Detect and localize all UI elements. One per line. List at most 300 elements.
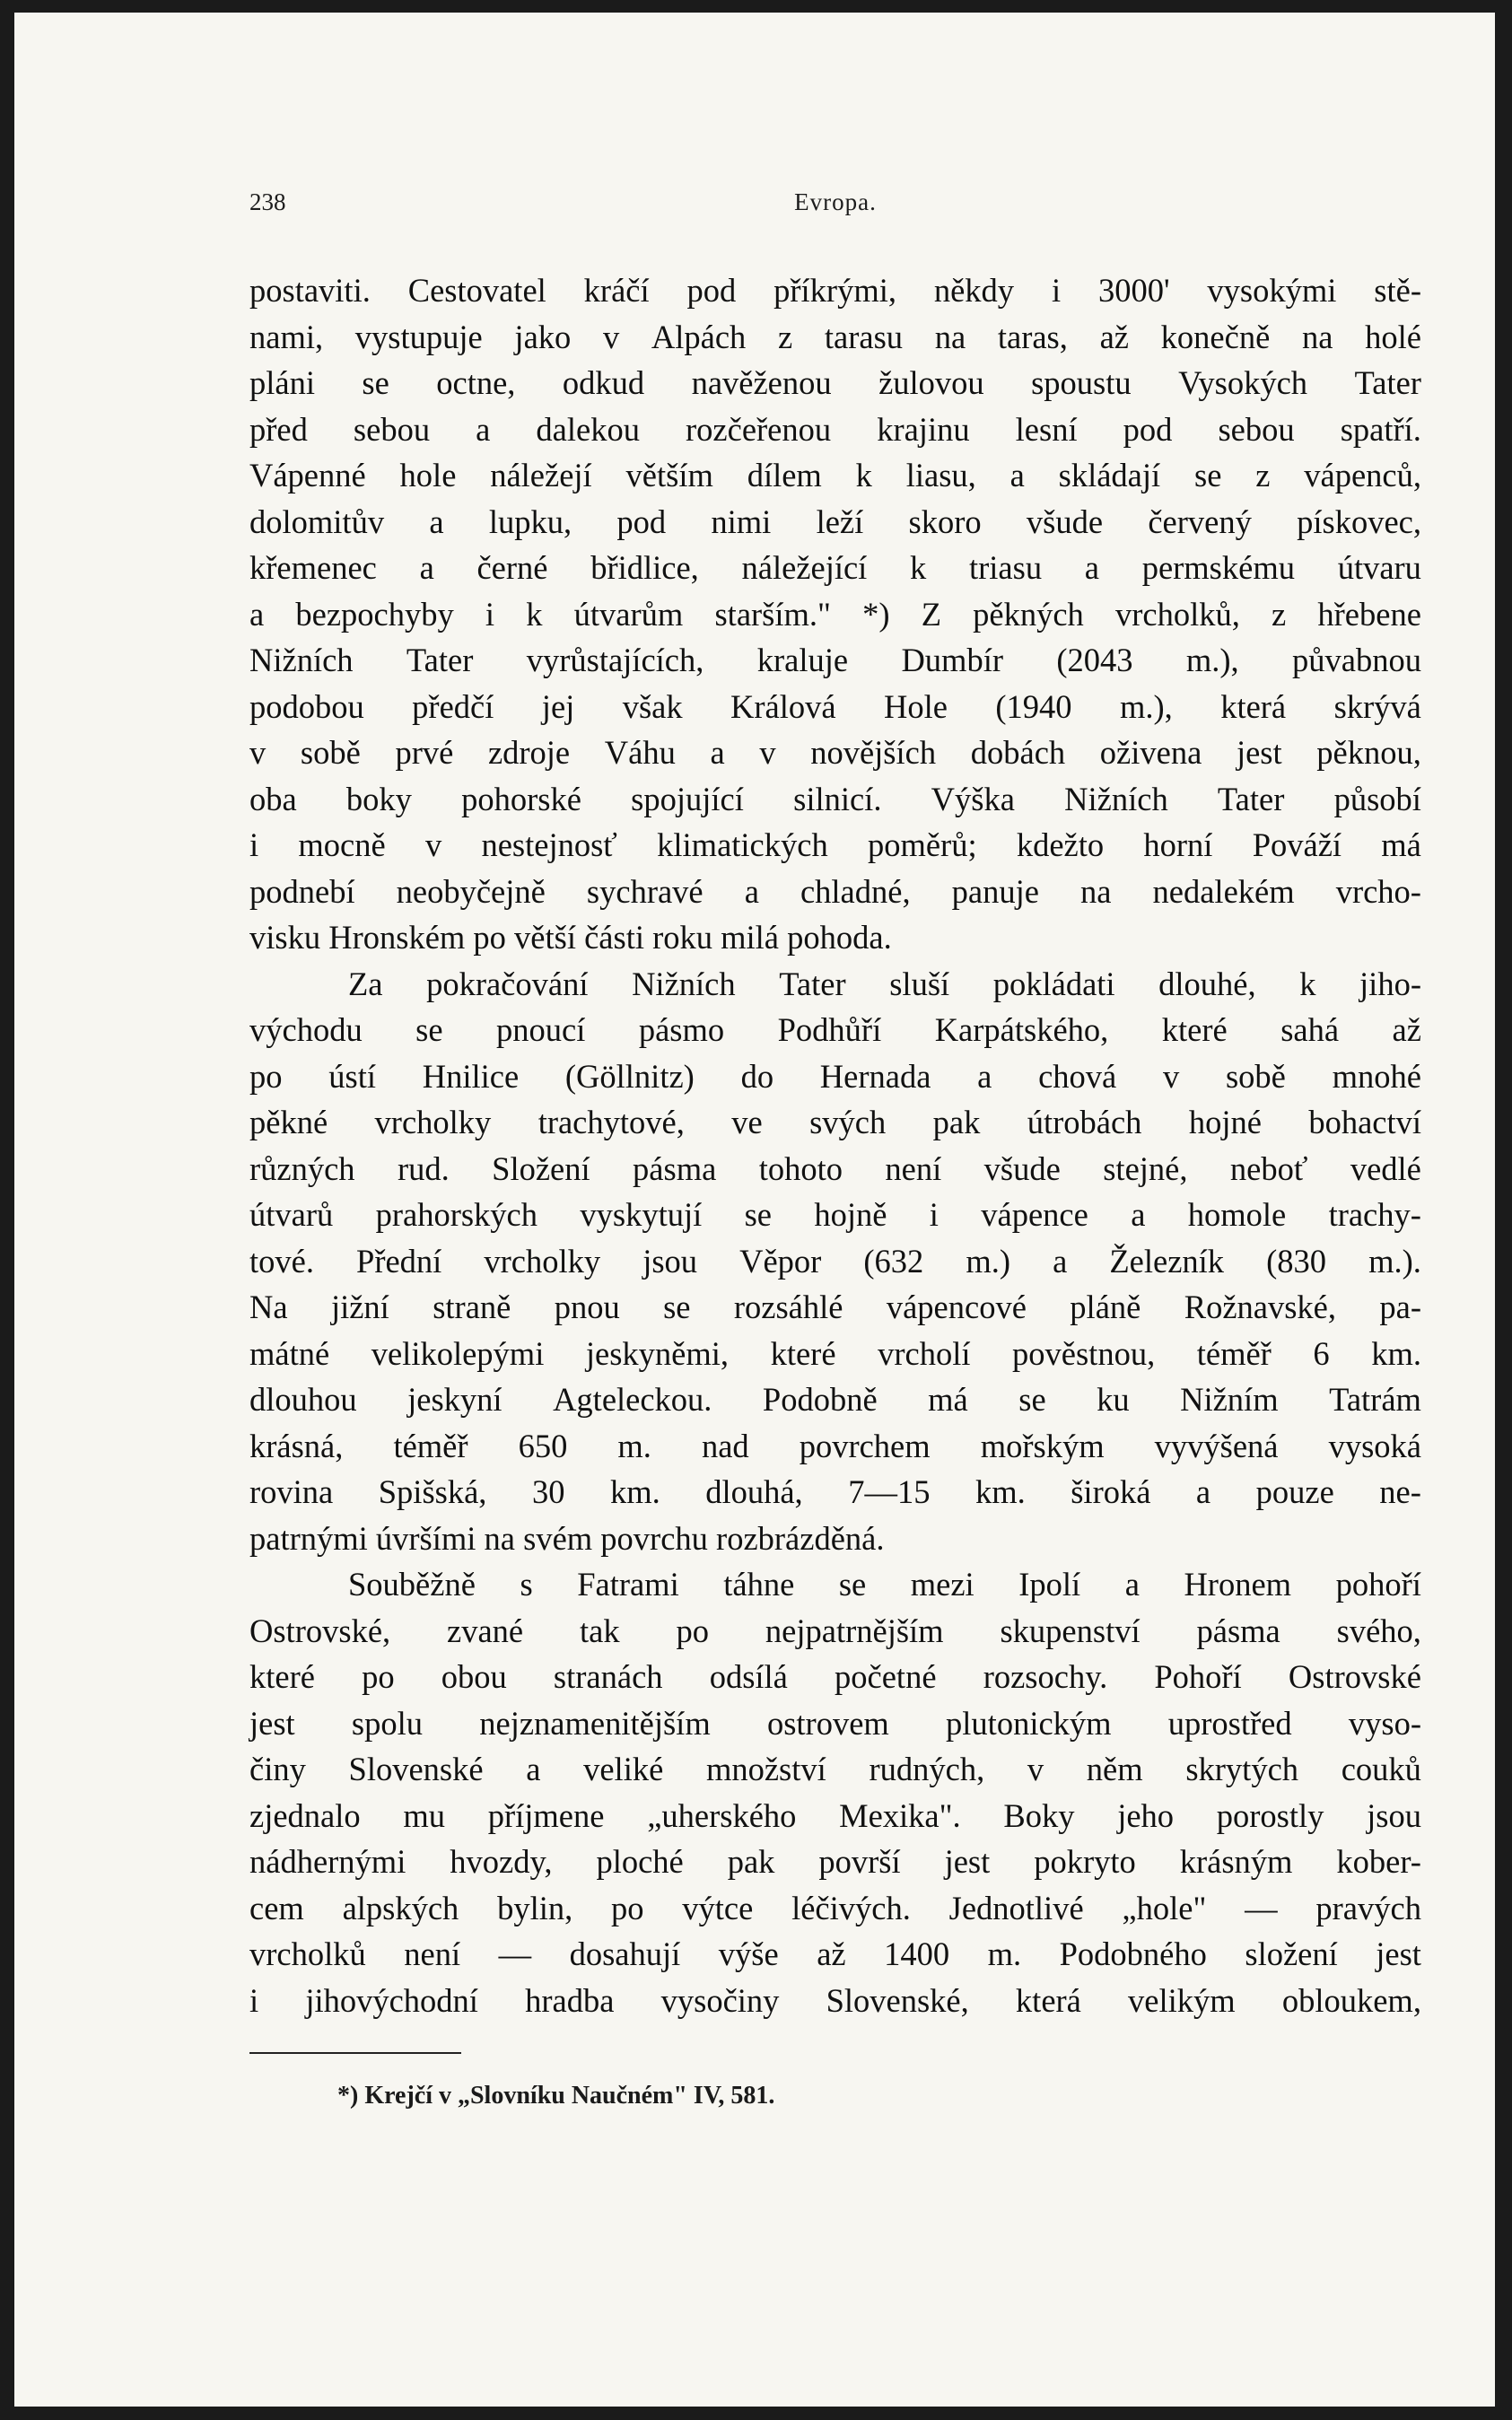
word: jest	[1236, 734, 1282, 771]
word: vápenců,	[1304, 457, 1421, 494]
word: dlouhá,	[705, 1473, 803, 1510]
word: Pohoří	[1154, 1658, 1242, 1695]
book-page	[14, 13, 1495, 2407]
word: vyso-	[1348, 1704, 1421, 1742]
word: a	[1124, 1566, 1140, 1603]
word: porostly	[1216, 1796, 1324, 1834]
word: vysočiny	[660, 1981, 780, 2019]
word: jej	[541, 687, 575, 725]
word: východu	[249, 1011, 363, 1048]
word: jsou	[642, 1242, 698, 1280]
word: obou	[441, 1658, 507, 1695]
word: výtce	[682, 1889, 754, 1926]
word: Ipolí	[1018, 1566, 1081, 1603]
text-line	[249, 1793, 1421, 1839]
word: mocně	[298, 826, 386, 863]
word: široká	[1071, 1473, 1151, 1510]
word: Fatrami	[577, 1566, 679, 1603]
word: površí	[818, 1843, 901, 1880]
word: léčivých.	[791, 1889, 911, 1926]
word: rozsáhlé	[733, 1289, 843, 1325]
text-line	[249, 1931, 1421, 1978]
word: sobě	[1225, 1057, 1286, 1095]
word: mezi	[910, 1566, 974, 1603]
word: po	[676, 1612, 710, 1649]
word: a	[476, 410, 491, 448]
word: útrobách	[1027, 1104, 1142, 1140]
word: hojné	[1188, 1104, 1262, 1140]
word: jest	[1376, 1935, 1421, 1972]
word: m.),	[1119, 687, 1173, 725]
word: oživena	[1099, 734, 1202, 771]
word: 7—15	[848, 1473, 931, 1510]
word: prvé	[395, 734, 454, 771]
word: oba	[249, 780, 297, 817]
word: krásným	[1179, 1843, 1293, 1880]
word: skupenství	[1000, 1612, 1141, 1649]
word: vyskytují	[580, 1196, 703, 1233]
word: alpských	[342, 1889, 459, 1926]
word: dalekou	[536, 410, 640, 448]
word: všude	[983, 1149, 1061, 1187]
word: poměrů;	[867, 826, 977, 863]
word: povrchem	[799, 1427, 931, 1464]
body-text	[249, 267, 1421, 2023]
word: a	[1195, 1473, 1211, 1510]
word: jeskyněmi,	[585, 1334, 730, 1372]
word: jsou	[1367, 1796, 1421, 1834]
word: jest	[944, 1843, 991, 1880]
word: činy	[249, 1751, 306, 1787]
word: Tater	[1217, 780, 1285, 817]
word: na	[1301, 318, 1333, 355]
text-line	[249, 406, 1421, 453]
text-line	[249, 1284, 1421, 1331]
word: pískovec,	[1297, 502, 1421, 540]
word: před	[249, 410, 308, 448]
word: (1940	[995, 687, 1072, 725]
word: podobou	[249, 687, 364, 725]
text-line	[249, 1099, 1421, 1146]
word: se	[415, 1011, 443, 1048]
word: vrcholků,	[1114, 595, 1240, 633]
word: pohorské	[461, 780, 581, 817]
word: až	[1099, 318, 1129, 355]
word: v	[1027, 1751, 1044, 1787]
word: bohactví	[1308, 1104, 1421, 1140]
word: výše	[718, 1935, 779, 1972]
word: pověstnou,	[1012, 1334, 1156, 1372]
word: se	[1194, 457, 1222, 494]
word: 3000'	[1097, 272, 1170, 309]
text-line	[249, 591, 1421, 638]
word: chová	[1038, 1057, 1117, 1095]
word: Vápenné	[249, 457, 366, 494]
word: nestejnosť	[481, 826, 617, 863]
word: i	[249, 1981, 259, 2019]
word: a	[419, 549, 434, 586]
word: Váhu	[604, 734, 676, 771]
text-line: visku Hronském po větší části roku milá pohoda.	[249, 919, 892, 956]
word: vápencové	[886, 1289, 1027, 1325]
word: m.)	[966, 1242, 1011, 1280]
word: vrcholí	[878, 1334, 971, 1372]
word: jižní	[330, 1289, 389, 1325]
word: konečně	[1160, 318, 1271, 355]
word: Nižních	[632, 965, 736, 1002]
word: vrcholky	[374, 1104, 492, 1140]
word: panuje	[951, 872, 1039, 910]
word: a	[1053, 1242, 1068, 1280]
word: sychravé	[586, 872, 704, 910]
word: trachytové,	[538, 1104, 685, 1140]
word: vrcho-	[1335, 872, 1421, 910]
text-line	[249, 1839, 1421, 1885]
word: zjednalo	[249, 1796, 361, 1834]
word: m.	[987, 1935, 1022, 1972]
word: jeho	[1117, 1796, 1175, 1834]
word: které	[770, 1334, 836, 1372]
word: Jednotlivé	[948, 1889, 1084, 1926]
text-line	[249, 1885, 1421, 1932]
word: tarasu	[824, 318, 904, 355]
word: náležející	[741, 549, 868, 586]
word: permskému	[1141, 549, 1295, 586]
word: mnohé	[1332, 1057, 1421, 1095]
word: podnebí	[249, 872, 355, 910]
word: dílem	[747, 457, 822, 494]
text-line	[249, 1608, 1421, 1655]
word: leží	[816, 502, 864, 540]
word: ku	[1097, 1381, 1130, 1418]
word: se	[663, 1289, 691, 1325]
word: pásma	[633, 1149, 717, 1187]
word: pouze	[1255, 1473, 1334, 1510]
word: dosahují	[569, 1935, 681, 1972]
word: pláně	[1070, 1289, 1141, 1325]
word: do	[740, 1057, 774, 1095]
word: —	[1245, 1889, 1278, 1926]
word: Agteleckou.	[553, 1381, 712, 1418]
word: stranách	[553, 1658, 663, 1695]
text-line	[249, 1146, 1421, 1193]
word: Hnilice	[422, 1057, 520, 1095]
word: v	[1162, 1057, 1180, 1095]
text-line	[249, 267, 1421, 314]
word: rozsochy.	[983, 1658, 1108, 1695]
word: Ostrovské	[1288, 1658, 1421, 1695]
word: Hernada	[819, 1057, 931, 1095]
word: a	[1084, 549, 1099, 586]
text-line	[249, 869, 1421, 915]
word: Za	[348, 965, 383, 1002]
word: veliké	[583, 1751, 664, 1787]
word: jihovýchodní	[305, 1981, 478, 2019]
word: skládají	[1058, 457, 1161, 494]
word: se	[1018, 1381, 1046, 1418]
word: příjmene	[487, 1796, 605, 1834]
word: se	[744, 1196, 772, 1233]
word: ne-	[1379, 1473, 1421, 1510]
word: Karpátského,	[934, 1011, 1109, 1048]
word: nami,	[249, 318, 324, 355]
word: „hole"	[1122, 1889, 1207, 1926]
text-line	[249, 1561, 1421, 1608]
word: odkud	[562, 364, 645, 401]
word: Slovenské,	[826, 1981, 969, 2019]
word: stejné,	[1103, 1149, 1188, 1187]
word: mu	[403, 1796, 446, 1834]
word: klimatických	[657, 826, 828, 863]
word: Nižních	[249, 642, 354, 678]
word: i	[1051, 272, 1062, 309]
word: v	[602, 318, 620, 355]
word: kraluje	[756, 642, 849, 678]
word: sebou	[353, 410, 431, 448]
word: pravých	[1315, 1889, 1421, 1926]
text-line	[249, 1423, 1421, 1470]
word: starším."	[714, 595, 831, 633]
word: m.),	[1185, 642, 1239, 678]
word: téměř	[1196, 1334, 1272, 1372]
text-line	[249, 1007, 1421, 1053]
word: spojující	[631, 780, 744, 817]
word: horní	[1143, 826, 1213, 863]
word: náležejí	[490, 457, 592, 494]
word: Spišská,	[378, 1473, 487, 1510]
text-line	[249, 961, 1421, 1008]
text-line	[249, 1192, 1421, 1238]
word: až	[1392, 1011, 1421, 1048]
word: červený	[1148, 502, 1252, 540]
word: mátné	[249, 1334, 330, 1372]
word: na	[1080, 872, 1112, 910]
word: Ostrovské,	[249, 1612, 391, 1649]
word: a	[1009, 457, 1025, 494]
word: (2043	[1056, 642, 1133, 678]
word: vyrůstajících,	[526, 642, 704, 678]
word: hojně	[814, 1196, 887, 1233]
word: a	[744, 872, 759, 910]
word: silnicí.	[793, 780, 882, 817]
word: útvaru	[1337, 549, 1421, 586]
word: po	[611, 1889, 644, 1926]
word: pod	[616, 502, 667, 540]
word: po	[249, 1057, 283, 1095]
text-line	[249, 499, 1421, 546]
word: liasu,	[905, 457, 976, 494]
word: půvabnou	[1292, 642, 1421, 678]
word: jest	[249, 1704, 295, 1742]
word: kdežto	[1016, 826, 1105, 863]
word: dlouhou	[249, 1381, 357, 1418]
word: kober-	[1336, 1843, 1421, 1880]
word: není	[885, 1149, 942, 1187]
word: svého,	[1336, 1612, 1421, 1649]
word: spolu	[351, 1704, 424, 1742]
word: táhne	[723, 1566, 795, 1603]
page-number: 238	[249, 188, 286, 215]
word: km.	[974, 1473, 1026, 1510]
word: uprostřed	[1167, 1704, 1292, 1742]
text-line	[249, 1654, 1421, 1700]
word: m.).	[1368, 1242, 1421, 1280]
word: a	[977, 1057, 992, 1095]
word: obloukem,	[1281, 1981, 1421, 2019]
word: početné	[835, 1658, 937, 1695]
text-line: patrnými úvršími na svém povrchu rozbrázděná.	[249, 1519, 885, 1557]
word: vápence	[981, 1196, 1088, 1233]
word: v	[424, 826, 442, 863]
word: sluší	[889, 965, 950, 1002]
word: pásma	[1196, 1612, 1280, 1649]
word: s	[520, 1566, 533, 1603]
word: trachy-	[1328, 1196, 1421, 1233]
text-line	[249, 1053, 1421, 1100]
word: i	[249, 826, 259, 863]
word: Složení	[492, 1149, 590, 1187]
word: předčí	[412, 687, 494, 725]
word: a	[1131, 1196, 1146, 1233]
word: něm	[1086, 1751, 1143, 1787]
text-line	[249, 684, 1421, 730]
word: pnou	[554, 1289, 620, 1325]
word: pnoucí	[496, 1011, 586, 1048]
running-title: Evropa.	[794, 188, 877, 215]
word: vrcholků	[249, 1935, 366, 1972]
text-line	[249, 729, 1421, 776]
word: nádhernými	[249, 1843, 406, 1880]
page-header	[249, 188, 1421, 224]
word: dobách	[970, 734, 1066, 771]
word: couků	[1341, 1751, 1421, 1787]
word: Tater	[406, 642, 474, 678]
word: vystupuje	[354, 318, 483, 355]
word: hole	[399, 457, 457, 494]
word: jiho-	[1359, 965, 1421, 1002]
word: navěženou	[691, 364, 832, 401]
word: (632	[863, 1242, 924, 1280]
word: neobyčejně	[396, 872, 546, 910]
word: Tater	[1354, 364, 1421, 401]
word: někdy	[933, 272, 1015, 309]
word: „uherského	[647, 1796, 797, 1834]
word: vysokými	[1207, 272, 1337, 309]
text-line	[249, 776, 1421, 823]
word: homole	[1187, 1196, 1287, 1233]
word: vysoká	[1328, 1427, 1421, 1464]
word: větším	[625, 457, 713, 494]
word: rozčeřenou	[686, 410, 832, 448]
word: km.	[609, 1473, 660, 1510]
word: rudných,	[869, 1751, 985, 1787]
word: k	[910, 549, 927, 586]
word: Alpách	[651, 318, 747, 355]
word: křemenec	[249, 549, 377, 586]
word: plutonickým	[946, 1704, 1112, 1742]
word: pa-	[1379, 1289, 1421, 1325]
text-line	[249, 1978, 1421, 2024]
word: Přední	[356, 1242, 442, 1280]
word: nejpatrnějším	[765, 1612, 944, 1649]
word: chladné,	[800, 872, 911, 910]
word: *)	[862, 595, 890, 633]
word: skrytých	[1185, 1751, 1299, 1787]
word: Podhůří	[777, 1011, 882, 1048]
word: z	[777, 318, 793, 355]
word: novějších	[810, 734, 937, 771]
word: dolomitův	[249, 502, 385, 540]
footnote-rule	[249, 2052, 461, 2054]
word: postaviti.	[249, 272, 371, 309]
word: bylin,	[497, 1889, 573, 1926]
word: krásná,	[249, 1427, 344, 1464]
word: po	[362, 1658, 395, 1695]
word: zdroje	[487, 734, 571, 771]
word: Králová	[730, 687, 836, 725]
word: ve	[731, 1104, 763, 1140]
word: které	[249, 1658, 315, 1695]
word: Tater	[779, 965, 846, 1002]
word: Mexika".	[839, 1796, 961, 1834]
word: Boky	[1003, 1796, 1075, 1834]
word: spatří.	[1340, 410, 1421, 448]
word: 1400	[884, 1935, 950, 1972]
word: kráčí	[583, 272, 650, 309]
word: z	[1255, 457, 1271, 494]
text-line	[249, 314, 1421, 361]
word: 6	[1313, 1334, 1330, 1372]
word: odsílá	[709, 1658, 788, 1695]
word: pěkné	[249, 1104, 328, 1140]
word: Rožnavské,	[1184, 1289, 1336, 1325]
word: —	[498, 1935, 532, 1972]
word: prahorských	[375, 1196, 538, 1233]
word: neboť	[1229, 1149, 1308, 1187]
word: Dumbír	[901, 642, 1003, 678]
word: složení	[1245, 1935, 1338, 1972]
word: pásmo	[638, 1011, 725, 1048]
word: jako	[514, 318, 572, 355]
word: k	[1299, 965, 1316, 1002]
word: Hole	[884, 687, 948, 725]
word: pěknou,	[1316, 734, 1421, 771]
word: Vysokých	[1178, 364, 1308, 401]
word: tohoto	[758, 1149, 843, 1187]
word: Výška	[931, 780, 1015, 817]
word: na	[934, 318, 966, 355]
word: vrcholky	[484, 1242, 601, 1280]
word: břidlice,	[590, 549, 699, 586]
word: skoro	[908, 502, 982, 540]
word: Pováží	[1252, 826, 1342, 863]
text-line	[249, 360, 1421, 406]
word: má	[928, 1381, 968, 1418]
word: a	[429, 502, 444, 540]
word: m.	[617, 1427, 651, 1464]
word: však	[622, 687, 683, 725]
word: pokládati	[992, 965, 1115, 1002]
word: hradba	[525, 1981, 615, 2019]
word: lesní	[1015, 410, 1078, 448]
word: ploché	[596, 1843, 684, 1880]
word: různých	[249, 1149, 355, 1187]
word: Podobně	[762, 1381, 878, 1418]
word: nimi	[711, 502, 772, 540]
word: taras,	[997, 318, 1068, 355]
word: mořským	[980, 1427, 1105, 1464]
word: bezpochyby	[295, 595, 454, 633]
